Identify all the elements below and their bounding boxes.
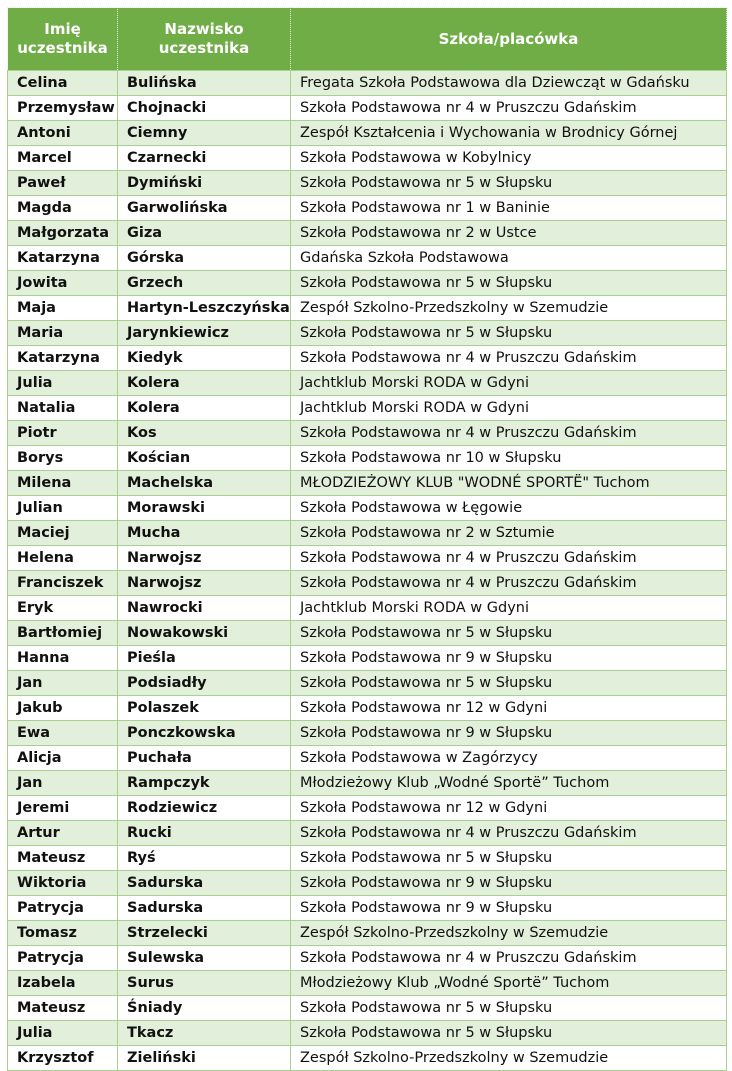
cell-first-name: Julia: [8, 1021, 118, 1046]
cell-last-name: Puchała: [118, 746, 291, 771]
cell-school: Szkoła Podstawowa nr 5 w Słupsku: [291, 1021, 727, 1046]
cell-school: Jachtklub Morski RODA w Gdyni: [291, 371, 727, 396]
cell-last-name: Garwolińska: [118, 196, 291, 221]
cell-last-name: Hartyn-Leszczyńska: [118, 296, 291, 321]
cell-school: Szkoła Podstawowa nr 10 w Słupsku: [291, 446, 727, 471]
cell-school: Szkoła Podstawowa nr 5 w Słupsku: [291, 321, 727, 346]
table-row: [8, 471, 727, 496]
cell-school: Jachtklub Morski RODA w Gdyni: [291, 396, 727, 421]
header-first-name: Imię uczestnika: [8, 8, 118, 71]
cell-first-name: Hanna: [8, 646, 118, 671]
cell-first-name: Borys: [8, 446, 118, 471]
cell-last-name: Kiedyk: [118, 346, 291, 371]
cell-first-name: Patrycja: [8, 946, 118, 971]
cell-school: Szkoła Podstawowa nr 5 w Słupsku: [291, 671, 727, 696]
cell-school: Szkoła Podstawowa nr 4 w Pruszczu Gdańskim: [291, 421, 727, 446]
cell-school: Szkoła Podstawowa nr 5 w Słupsku: [291, 846, 727, 871]
cell-last-name: Strzelecki: [118, 921, 291, 946]
cell-last-name: Rampczyk: [118, 771, 291, 796]
table-row: [8, 721, 727, 746]
participants-table: [7, 7, 727, 1071]
table-row: [8, 871, 727, 896]
cell-school: Szkoła Podstawowa nr 2 w Sztumie: [291, 521, 727, 546]
cell-first-name: Natalia: [8, 396, 118, 421]
table-row: [8, 221, 727, 246]
table-row: [8, 896, 727, 921]
cell-school: Szkoła Podstawowa nr 4 w Pruszczu Gdańskim: [291, 546, 727, 571]
cell-first-name: Ewa: [8, 721, 118, 746]
cell-first-name: Franciszek: [8, 571, 118, 596]
cell-first-name: Katarzyna: [8, 346, 118, 371]
cell-first-name: Małgorzata: [8, 221, 118, 246]
table-row: [8, 346, 727, 371]
cell-last-name: Sadurska: [118, 871, 291, 896]
cell-last-name: Chojnacki: [118, 96, 291, 121]
cell-school: Szkoła Podstawowa nr 2 w Ustce: [291, 221, 727, 246]
cell-first-name: Helena: [8, 546, 118, 571]
cell-last-name: Ciemny: [118, 121, 291, 146]
cell-first-name: Tomasz: [8, 921, 118, 946]
cell-first-name: Julia: [8, 371, 118, 396]
cell-last-name: Zieliński: [118, 1046, 291, 1071]
cell-first-name: Patrycja: [8, 896, 118, 921]
cell-school: MŁODZIEŻOWY KLUB "WODNÉ SPORTË" Tuchom: [291, 471, 727, 496]
table-row: [8, 271, 727, 296]
cell-last-name: Podsiadły: [118, 671, 291, 696]
cell-school: Szkoła Podstawowa nr 4 w Pruszczu Gdańskim: [291, 821, 727, 846]
cell-first-name: Maja: [8, 296, 118, 321]
cell-last-name: Pieśla: [118, 646, 291, 671]
cell-last-name: Ryś: [118, 846, 291, 871]
table-row: [8, 621, 727, 646]
table-row: [8, 546, 727, 571]
header-school: Szkoła/placówka: [291, 8, 727, 71]
cell-last-name: Nawrocki: [118, 596, 291, 621]
cell-school: Gdańska Szkoła Podstawowa: [291, 246, 727, 271]
header-row: [8, 8, 727, 71]
cell-last-name: Giza: [118, 221, 291, 246]
cell-last-name: Sulewska: [118, 946, 291, 971]
cell-first-name: Wiktoria: [8, 871, 118, 896]
table-row: [8, 196, 727, 221]
table-row: [8, 996, 727, 1021]
table-row: [8, 796, 727, 821]
cell-last-name: Nowakowski: [118, 621, 291, 646]
cell-first-name: Milena: [8, 471, 118, 496]
participants-table-container: [7, 7, 726, 1071]
table-row: [8, 421, 727, 446]
cell-last-name: Narwojsz: [118, 546, 291, 571]
cell-last-name: Surus: [118, 971, 291, 996]
cell-school: Szkoła Podstawowa nr 4 w Pruszczu Gdańskim: [291, 346, 727, 371]
cell-school: Szkoła Podstawowa nr 4 w Pruszczu Gdańskim: [291, 571, 727, 596]
table-row: [8, 496, 727, 521]
cell-last-name: Śniady: [118, 996, 291, 1021]
table-row: [8, 696, 727, 721]
cell-last-name: Grzech: [118, 271, 291, 296]
cell-first-name: Krzysztof: [8, 1046, 118, 1071]
cell-first-name: Mateusz: [8, 846, 118, 871]
cell-school: Szkoła Podstawowa nr 12 w Gdyni: [291, 796, 727, 821]
cell-school: Szkoła Podstawowa nr 9 w Słupsku: [291, 646, 727, 671]
cell-first-name: Jowita: [8, 271, 118, 296]
table-row: [8, 371, 727, 396]
cell-school: Fregata Szkoła Podstawowa dla Dziewcząt w Gdańsku: [291, 71, 727, 96]
table-row: [8, 571, 727, 596]
cell-first-name: Alicja: [8, 746, 118, 771]
table-row: [8, 596, 727, 621]
cell-first-name: Izabela: [8, 971, 118, 996]
table-row: [8, 746, 727, 771]
cell-school: Szkoła Podstawowa nr 12 w Gdyni: [291, 696, 727, 721]
cell-last-name: Morawski: [118, 496, 291, 521]
cell-first-name: Maria: [8, 321, 118, 346]
cell-school: Szkoła Podstawowa w Łęgowie: [291, 496, 727, 521]
cell-school: Zespół Szkolno-Przedszkolny w Szemudzie: [291, 921, 727, 946]
cell-school: Szkoła Podstawowa nr 1 w Baninie: [291, 196, 727, 221]
cell-first-name: Bartłomiej: [8, 621, 118, 646]
cell-first-name: Jan: [8, 671, 118, 696]
cell-last-name: Czarnecki: [118, 146, 291, 171]
table-row: [8, 246, 727, 271]
table-row: [8, 971, 727, 996]
cell-first-name: Julian: [8, 496, 118, 521]
table-row: [8, 171, 727, 196]
cell-first-name: Jakub: [8, 696, 118, 721]
cell-school: Zespół Kształcenia i Wychowania w Brodnicy Górnej: [291, 121, 727, 146]
cell-school: Szkoła Podstawowa nr 4 w Pruszczu Gdańskim: [291, 946, 727, 971]
cell-school: Szkoła Podstawowa nr 5 w Słupsku: [291, 996, 727, 1021]
cell-last-name: Górska: [118, 246, 291, 271]
cell-first-name: Katarzyna: [8, 246, 118, 271]
cell-last-name: Narwojsz: [118, 571, 291, 596]
cell-last-name: Kościan: [118, 446, 291, 471]
cell-last-name: Kolera: [118, 371, 291, 396]
cell-school: Zespół Szkolno-Przedszkolny w Szemudzie: [291, 296, 727, 321]
cell-last-name: Sadurska: [118, 896, 291, 921]
cell-last-name: Machelska: [118, 471, 291, 496]
cell-school: Szkoła Podstawowa w Kobylnicy: [291, 146, 727, 171]
header-last-name: Nazwisko uczestnika: [118, 8, 291, 71]
table-row: [8, 296, 727, 321]
table-row: [8, 446, 727, 471]
cell-first-name: Jan: [8, 771, 118, 796]
table-row: [8, 1021, 727, 1046]
table-row: [8, 521, 727, 546]
cell-last-name: Tkacz: [118, 1021, 291, 1046]
cell-last-name: Dymiński: [118, 171, 291, 196]
cell-school: Szkoła Podstawowa nr 4 w Pruszczu Gdańskim: [291, 96, 727, 121]
cell-first-name: Maciej: [8, 521, 118, 546]
table-row: [8, 321, 727, 346]
cell-first-name: Przemysław: [8, 96, 118, 121]
cell-last-name: Ponczkowska: [118, 721, 291, 746]
table-row: [8, 96, 727, 121]
cell-last-name: Jarynkiewicz: [118, 321, 291, 346]
cell-school: Szkoła Podstawowa nr 9 w Słupsku: [291, 721, 727, 746]
table-row: [8, 671, 727, 696]
cell-school: Szkoła Podstawowa nr 9 w Słupsku: [291, 871, 727, 896]
cell-first-name: Mateusz: [8, 996, 118, 1021]
cell-last-name: Kos: [118, 421, 291, 446]
table-row: [8, 71, 727, 96]
table-row: [8, 1046, 727, 1071]
cell-school: Jachtklub Morski RODA w Gdyni: [291, 596, 727, 621]
cell-school: Zespół Szkolno-Przedszkolny w Szemudzie: [291, 1046, 727, 1071]
table-row: [8, 146, 727, 171]
cell-school: Szkoła Podstawowa nr 9 w Słupsku: [291, 896, 727, 921]
cell-first-name: Artur: [8, 821, 118, 846]
cell-school: Szkoła Podstawowa nr 5 w Słupsku: [291, 621, 727, 646]
cell-school: Szkoła Podstawowa w Zagórzycy: [291, 746, 727, 771]
cell-first-name: Celina: [8, 71, 118, 96]
table-row: [8, 121, 727, 146]
table-row: [8, 921, 727, 946]
cell-first-name: Eryk: [8, 596, 118, 621]
cell-school: Szkoła Podstawowa nr 5 w Słupsku: [291, 271, 727, 296]
cell-first-name: Jeremi: [8, 796, 118, 821]
table-header: [8, 8, 727, 71]
table-row: [8, 396, 727, 421]
table-row: [8, 946, 727, 971]
table-row: [8, 771, 727, 796]
cell-first-name: Antoni: [8, 121, 118, 146]
cell-first-name: Magda: [8, 196, 118, 221]
cell-first-name: Paweł: [8, 171, 118, 196]
cell-school: Młodzieżowy Klub „Wodné Sportë” Tuchom: [291, 771, 727, 796]
table-row: [8, 646, 727, 671]
cell-first-name: Piotr: [8, 421, 118, 446]
table-row: [8, 821, 727, 846]
table-body: [8, 71, 727, 1071]
cell-last-name: Bulińska: [118, 71, 291, 96]
cell-last-name: Rucki: [118, 821, 291, 846]
cell-last-name: Kolera: [118, 396, 291, 421]
cell-school: Szkoła Podstawowa nr 5 w Słupsku: [291, 171, 727, 196]
cell-last-name: Mucha: [118, 521, 291, 546]
cell-last-name: Rodziewicz: [118, 796, 291, 821]
table-row: [8, 846, 727, 871]
cell-last-name: Polaszek: [118, 696, 291, 721]
cell-first-name: Marcel: [8, 146, 118, 171]
cell-school: Młodzieżowy Klub „Wodné Sportë” Tuchom: [291, 971, 727, 996]
